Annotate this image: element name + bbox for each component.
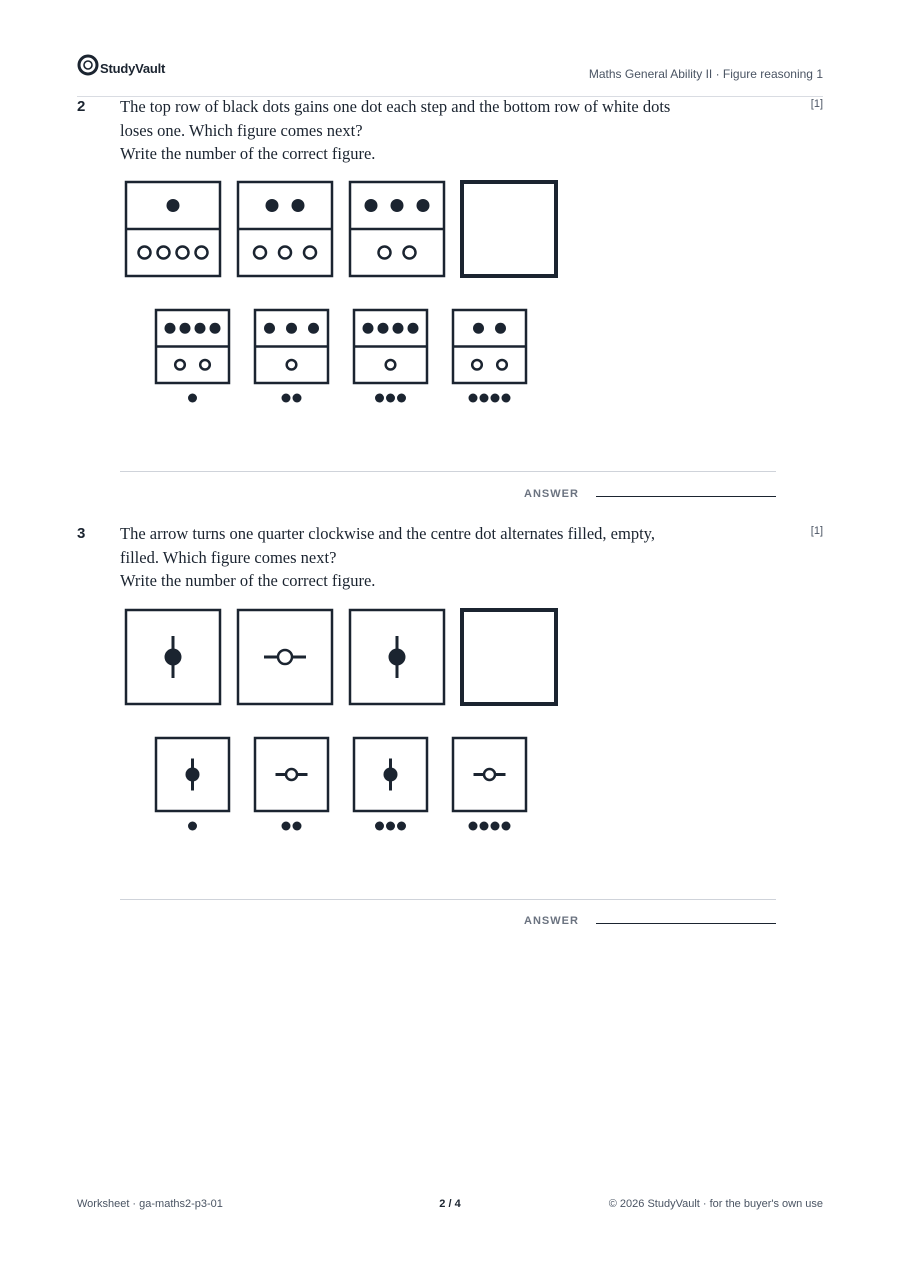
- option-figure: [255, 310, 328, 403]
- answer-label: ANSWER: [524, 488, 579, 500]
- option-number-dot: [502, 822, 511, 831]
- black-dot: [473, 323, 484, 334]
- black-dot: [363, 323, 374, 334]
- answer-divider: [120, 899, 776, 900]
- question-line: filled. Which figure comes next?: [120, 547, 337, 567]
- option-number-dot: [491, 394, 500, 403]
- black-dot: [266, 199, 279, 212]
- blank-answer-box: [462, 610, 556, 704]
- question-line: The top row of black dots gains one dot each step and the bottom row of white dots: [120, 97, 671, 116]
- centre-dot: [286, 769, 297, 780]
- option-number-dot: [188, 394, 197, 403]
- black-dot: [495, 323, 506, 334]
- black-dot: [393, 323, 404, 334]
- white-dot: [175, 360, 185, 370]
- sequence-figure: [238, 182, 332, 276]
- question-text: [120, 95, 760, 166]
- option-number-dot: [469, 822, 478, 831]
- option-figure: [156, 310, 229, 403]
- centre-dot: [165, 649, 182, 666]
- option-number-dot: [502, 394, 511, 403]
- white-dot: [196, 247, 208, 259]
- option-number-dot: [491, 822, 500, 831]
- worksheet-title: Maths General Ability II · Figure reasoning 1: [588, 67, 823, 81]
- sequence-figure: [126, 610, 220, 704]
- option-number-dot: [386, 822, 395, 831]
- option-figure: [453, 310, 526, 403]
- question-line: Write the number of the correct figure.: [120, 571, 376, 590]
- black-dot: [180, 323, 191, 334]
- option-figure: [354, 738, 427, 831]
- white-dot: [177, 247, 189, 259]
- question-marks: [1]: [810, 525, 823, 537]
- white-dot: [472, 360, 482, 370]
- black-dot: [378, 323, 389, 334]
- white-dot: [287, 360, 297, 370]
- option-number-dot: [480, 394, 489, 403]
- sequence-figure: [238, 610, 332, 704]
- figure-area: [124, 608, 584, 838]
- option-number-dot: [293, 822, 302, 831]
- question-marks: [1]: [810, 98, 823, 110]
- answer-divider: [120, 471, 776, 472]
- centre-dot: [278, 650, 292, 664]
- page-header: [77, 52, 823, 97]
- option-number-dot: [375, 394, 384, 403]
- option-figure: [354, 310, 427, 403]
- black-dot: [365, 199, 378, 212]
- copyright-notice: © 2026 StudyVault · for the buyer's own use: [608, 1198, 823, 1210]
- option-number-dot: [293, 394, 302, 403]
- black-dot: [165, 323, 176, 334]
- brand-logo-icon: [77, 54, 99, 76]
- option-number-dot: [188, 822, 197, 831]
- sequence-figure: [462, 182, 556, 276]
- option-number-dot: [282, 394, 291, 403]
- question-line: loses one. Which figure comes next?: [120, 120, 363, 140]
- option-number-dot: [397, 822, 406, 831]
- page-number: 2 / 4: [439, 1198, 461, 1210]
- black-dot: [167, 199, 180, 212]
- figure-area: [124, 180, 584, 410]
- black-dot: [417, 199, 430, 212]
- brand-name: StudyVault: [100, 61, 166, 76]
- black-dot: [210, 323, 221, 334]
- white-dot: [158, 247, 170, 259]
- question-line: Write the number of the correct figure.: [120, 144, 376, 163]
- black-dot: [308, 323, 319, 334]
- answer-input-line[interactable]: [596, 496, 776, 497]
- option-figure: [255, 738, 328, 831]
- centre-dot: [186, 768, 200, 782]
- white-dot: [254, 247, 266, 259]
- worksheet-code: Worksheet · ga-maths2-p3-01: [77, 1198, 223, 1210]
- answer-input-line[interactable]: [596, 923, 776, 924]
- option-figure: [453, 738, 526, 831]
- centre-dot: [389, 649, 406, 666]
- brand-logo: [77, 54, 165, 76]
- black-dot: [286, 323, 297, 334]
- centre-dot: [384, 768, 398, 782]
- black-dot: [391, 199, 404, 212]
- option-number-dot: [397, 394, 406, 403]
- option-number-dot: [386, 394, 395, 403]
- question-number: 3: [77, 525, 86, 542]
- black-dot: [408, 323, 419, 334]
- sequence-figure: [126, 182, 220, 276]
- sequence-figure: [350, 610, 444, 704]
- white-dot: [139, 247, 151, 259]
- centre-dot: [484, 769, 495, 780]
- figure-sequence-svg: [124, 180, 584, 410]
- option-number-dot: [469, 394, 478, 403]
- option-number-dot: [480, 822, 489, 831]
- option-figure: [156, 738, 229, 831]
- white-dot: [404, 247, 416, 259]
- white-dot: [200, 360, 210, 370]
- blank-answer-box: [462, 182, 556, 276]
- figure-sequence-svg: [124, 608, 584, 838]
- white-dot: [497, 360, 507, 370]
- black-dot: [264, 323, 275, 334]
- option-number-dot: [282, 822, 291, 831]
- white-dot: [304, 247, 316, 259]
- sequence-figure: [462, 610, 556, 704]
- white-dot: [279, 247, 291, 259]
- white-dot: [379, 247, 391, 259]
- question-text: [120, 522, 760, 593]
- question-line: The arrow turns one quarter clockwise and the centre dot alternates filled, empty,: [120, 524, 655, 543]
- black-dot: [195, 323, 206, 334]
- question-number: 2: [77, 98, 86, 115]
- black-dot: [292, 199, 305, 212]
- answer-label: ANSWER: [524, 915, 579, 927]
- sequence-figure: [350, 182, 444, 276]
- white-dot: [386, 360, 396, 370]
- option-number-dot: [375, 822, 384, 831]
